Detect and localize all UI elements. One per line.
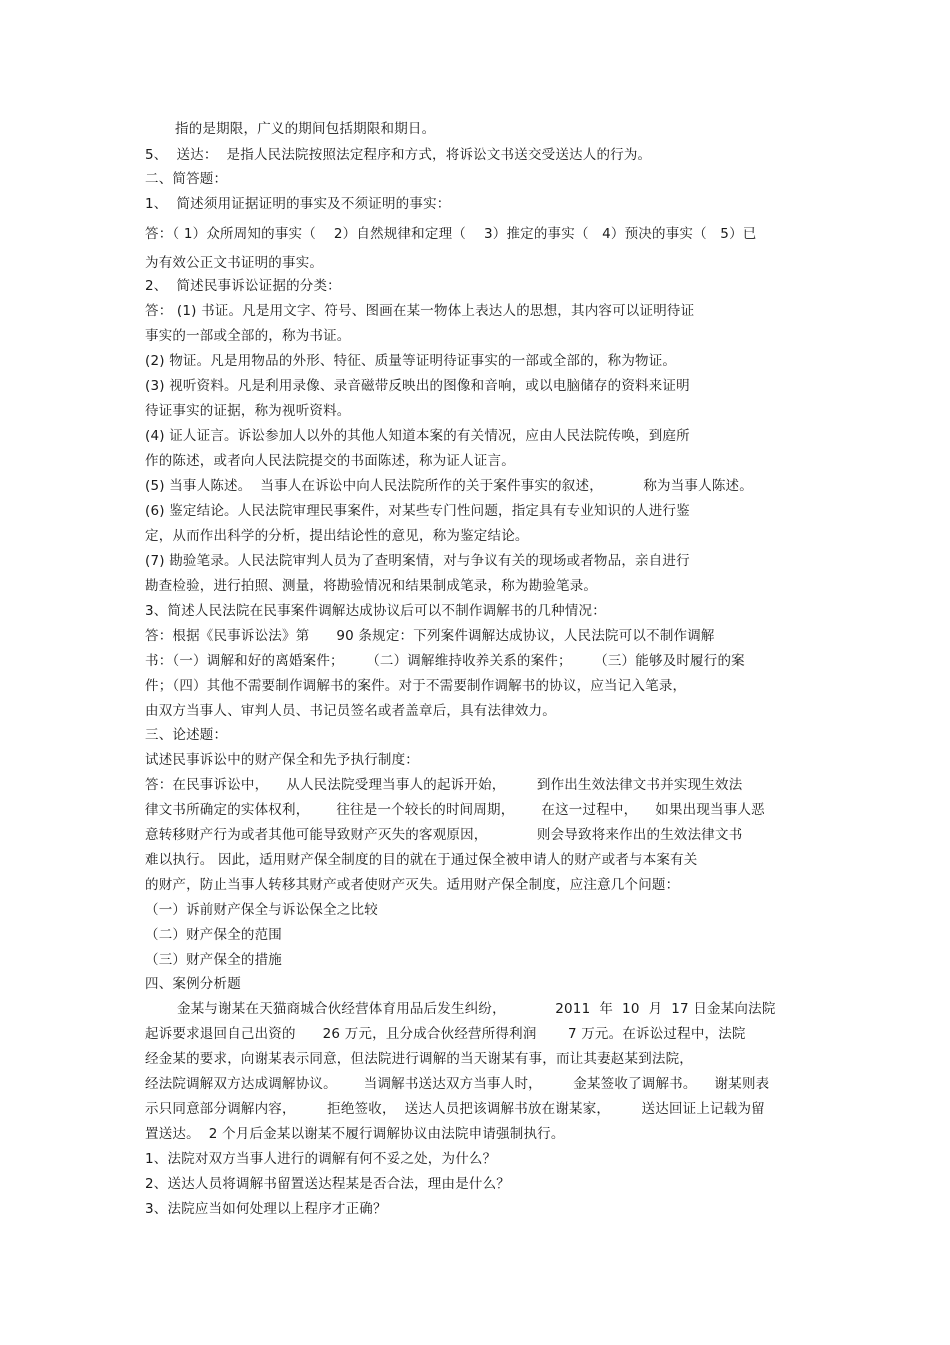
question-line: 试述民事诉讼中的财产保全和先予执行制度： <box>145 752 419 768</box>
text-line: 意转移财产行为或者其他可能导致财产灭失的客观原因， 则会导致将来作出的生效法律文书 <box>145 827 743 843</box>
question-line: 3、法院应当如何处理以上程序才正确？ <box>145 1201 387 1217</box>
question-line: 1、 简述须用证据证明的事实及不须证明的事实： <box>145 196 451 212</box>
text-line: 答：（ 1）众所周知的事实（ 2）自然规律和定理（ 3）推定的事实（ 4）预决的事实（ 5）已 <box>145 226 757 242</box>
text-line: 经法院调解双方达成调解协议。 当调解书送达双方当事人时， 金某签收了调解书。 谢某则表 <box>145 1076 770 1092</box>
text-line: 件；（四）其他不需要制作调解书的案件。对于不需要制作调解书的协议，应当记入笔录， <box>145 678 687 694</box>
text-line: 为有效公正文书证明的事实。 <box>145 255 324 271</box>
question-line: 3、简述人民法院在民事案件调解达成协议后可以不制作调解书的几种情况： <box>145 603 606 619</box>
text-line: 金某与谢某在天猫商城合伙经营体育用品后发生纠纷， 2011 年 10 月 17 日金某向法院 <box>177 1001 776 1017</box>
text-line: 置送达。 2 个月后金某以谢某不履行调解协议由法院申请强制执行。 <box>145 1126 565 1142</box>
text-line: 指的是期限，广义的期间包括期限和期日。 <box>175 121 436 137</box>
text-line: 经金某的要求，向谢某表示同意，但法院进行调解的当天谢某有事，而让其妻赵某到法院， <box>145 1051 693 1067</box>
text-line: 勘查检验，进行拍照、测量，将勘验情况和结果制成笔录，称为勘验笔录。 <box>145 578 598 594</box>
list-item: （一）诉前财产保全与诉讼保全之比较 <box>145 902 378 918</box>
text-line: 答：根据《民事诉讼法》第 90 条规定：下列案件调解达成协议，人民法院可以不制作调解 <box>145 628 715 644</box>
text-line: 律文书所确定的实体权利， 往往是一个较长的时间周期， 在这一过程中， 如果出现当事人恶 <box>145 802 765 818</box>
text-line: 示只同意部分调解内容， 拒绝签收， 送达人员把该调解书放在谢某家， 送达回证上记载为留 <box>145 1101 765 1117</box>
text-line: (6) 鉴定结论。人民法院审理民事案件，对某些专门性问题，指定具有专业知识的人进行鉴 <box>145 503 690 519</box>
text-line: 难以执行。 因此，适用财产保全制度的目的就在于通过保全被申请人的财产或者与本案有关 <box>145 852 698 868</box>
text-line: 书：（一）调解和好的离婚案件； （二）调解维持收养关系的案件； （三）能够及时履行的案 <box>145 653 745 669</box>
text-line: 起诉要求退回自己出资的 26 万元，且分成合伙经营所得利润 7 万元。在诉讼过程中，法院 <box>145 1026 746 1042</box>
text-line: (4) 证人证言。诉讼参加人以外的其他人知道本案的有关情况，应由人民法院传唤，到庭所 <box>145 428 690 444</box>
text-line: 的财产，防止当事人转移其财产或者使财产灭失。适用财产保全制度，应注意几个问题： <box>145 877 680 893</box>
text-line: 定，从而作出科学的分析，提出结论性的意见，称为鉴定结论。 <box>145 528 529 544</box>
text-line: 答：在民事诉讼中， 从人民法院受理当事人的起诉开始， 到作出生效法律文书并实现生效法 <box>145 777 743 793</box>
text-line: 5、 送达： 是指人民法院按照法定程序和方式，将诉讼文书送交受送达人的行为。 <box>145 147 652 163</box>
question-line: 1、法院对双方当事人进行的调解有何不妥之处，为什么？ <box>145 1151 497 1167</box>
section-heading: 四、案例分析题 <box>145 976 241 992</box>
text-line: 作的陈述，或者向人民法院提交的书面陈述，称为证人证言。 <box>145 453 515 469</box>
question-line: 2、送达人员将调解书留置送达程某是否合法，理由是什么？ <box>145 1176 510 1192</box>
section-heading: 二、简答题： <box>145 171 228 187</box>
list-item: （三）财产保全的措施 <box>145 952 282 968</box>
text-line: 事实的一部或全部的，称为书证。 <box>145 328 351 344</box>
section-heading: 三、论述题： <box>145 727 228 743</box>
text-line: (7) 勘验笔录。人民法院审判人员为了查明案情，对与争议有关的现场或者物品，亲自进行 <box>145 553 690 569</box>
text-line: (5) 当事人陈述。 当事人在诉讼中向人民法院所作的关于案件事实的叙述， 称为当事人陈述。 <box>145 478 753 494</box>
text-line: 由双方当事人、审判人员、书记员签名或者盖章后，具有法律效力。 <box>145 703 556 719</box>
question-line: 2、 简述民事诉讼证据的分类： <box>145 278 341 294</box>
text-line: 答： (1) 书证。凡是用文字、符号、图画在某一物体上表达人的思想，其内容可以证明待证 <box>145 303 695 319</box>
text-line: (3) 视听资料。凡是利用录像、录音磁带反映出的图像和音响，或以电脑储存的资料来证明 <box>145 378 690 394</box>
text-line: (2) 物证。凡是用物品的外形、特征、质量等证明待证事实的一部或全部的，称为物证。 <box>145 353 677 369</box>
text-line: 待证事实的证据，称为视听资料。 <box>145 403 351 419</box>
list-item: （二）财产保全的范围 <box>145 927 282 943</box>
